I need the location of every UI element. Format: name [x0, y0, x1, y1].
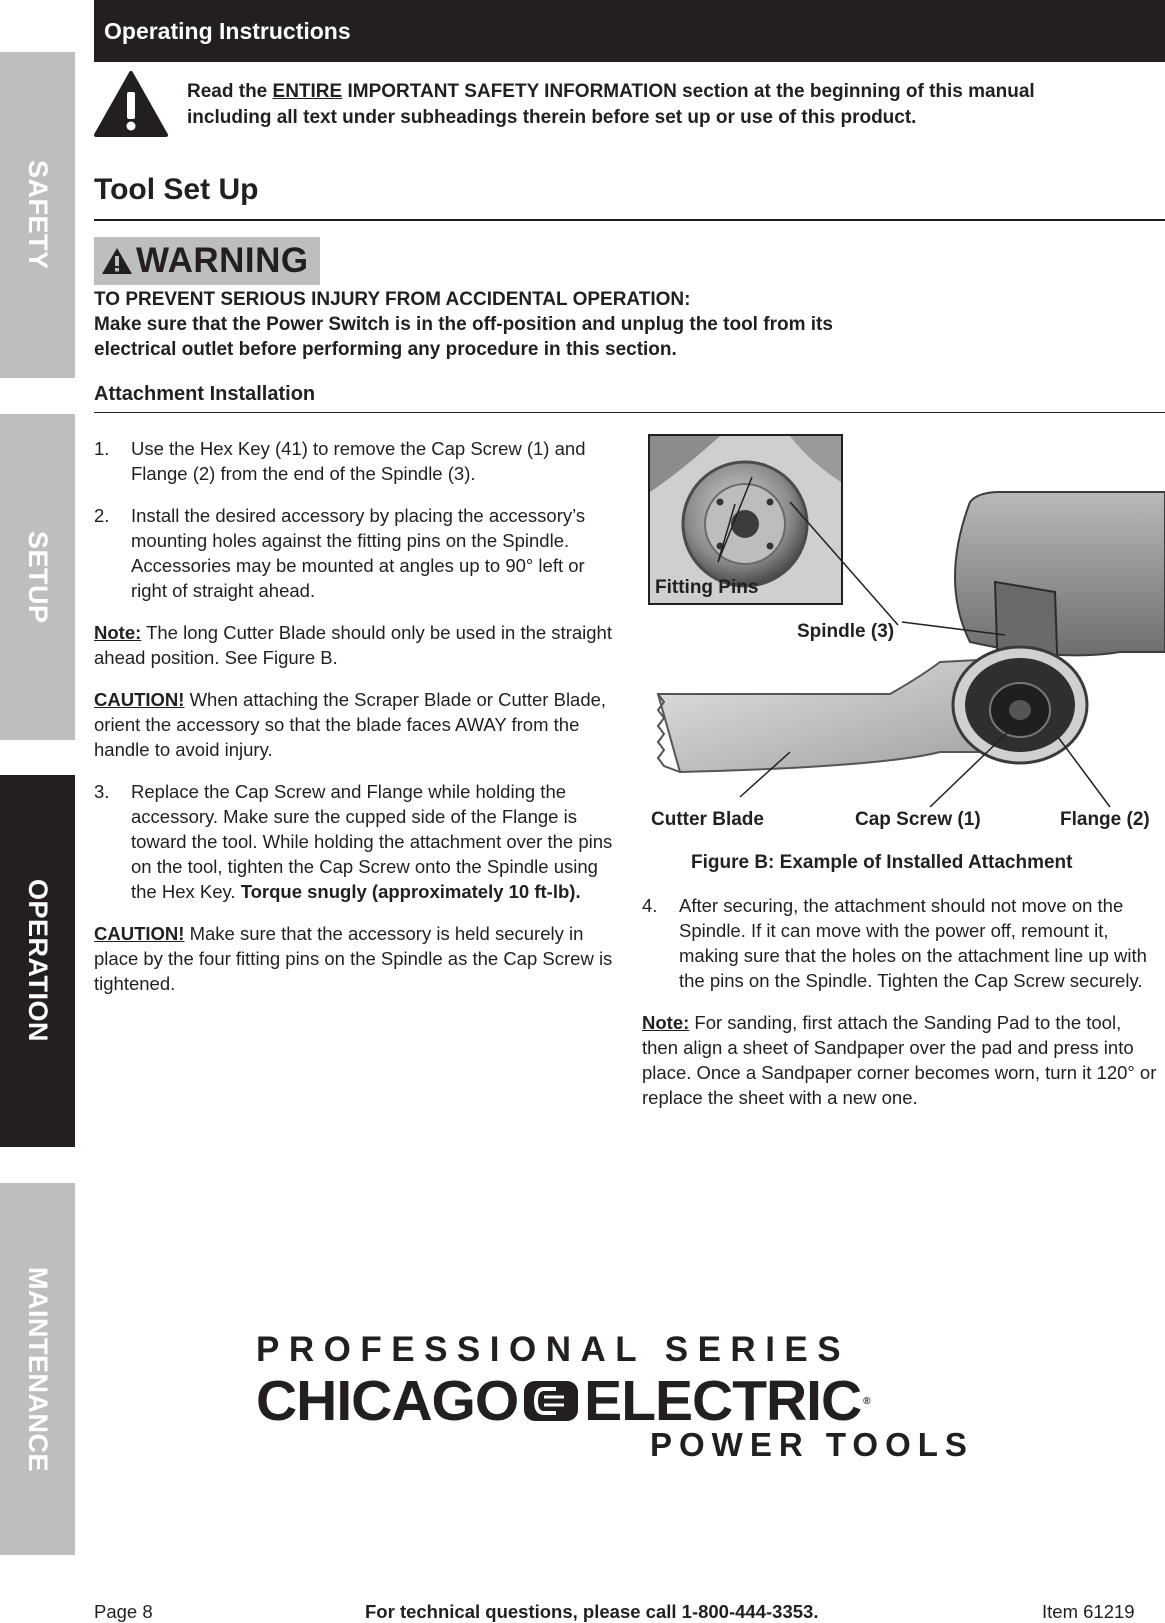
warning-text — [94, 287, 894, 362]
warning-line-2: Make sure that the Power Switch is in the off-position and unplug the tool from its electrical outlet before performing any procedure in this section. — [94, 314, 833, 360]
label-spindle: Spindle (3) — [797, 621, 895, 642]
side-tab-label: MAINTENANCE — [23, 1266, 53, 1472]
label-flange: Flange (2) — [1060, 809, 1150, 830]
safety-notice — [187, 79, 1087, 131]
caution-blade-orientation — [94, 687, 614, 762]
safety-notice-rest: IMPORTANT SAFETY INFORMATION section at the beginning of this manual including all text under subheadings therein before set up or use of this product. — [187, 81, 1035, 128]
header-title: Operating Instructions — [104, 18, 351, 44]
footer-phone: For technical questions, please call 1-800-444-3353. — [365, 1601, 819, 1622]
section-title: Tool Set Up — [94, 173, 259, 206]
subheading: Attachment Installation — [94, 383, 316, 405]
side-tab-safety[interactable] — [0, 52, 75, 378]
step-2 — [94, 503, 614, 603]
step-text: Replace the Cap Screw and Flange while holding the accessory. Make sure the cupped side of the Flange is toward the tool. While holding the attachment over the pins on the tool, tighten the Cap Screw onto the Spindle using the Hex Key. — [131, 781, 613, 902]
caution-text: When attaching the Scraper Blade or Cutter Blade, orient the accessory so that the blade faces AWAY from the handle to avoid injury. — [94, 689, 607, 760]
section-divider — [94, 219, 1165, 221]
step-torque-spec: Torque snugly (approximately 10 ft-lb). — [240, 881, 581, 902]
caution-text: Make sure that the accessory is held securely in place by the four fitting pins on the Spindle as the Cap Screw is tightened. — [94, 923, 613, 994]
chicago-electric-mark-icon — [522, 1377, 580, 1425]
safety-alert-icon — [93, 70, 169, 138]
step-text: After securing, the attachment should not move on the Spindle. If it can move with the power off, remount it, making sure that the holes on the attachment line up with the pins on the Spindle. Tighten the Cap Screw securely. — [679, 895, 1147, 991]
caution-fitting-pins — [94, 921, 614, 996]
note-label: Note: — [642, 1012, 690, 1033]
attachment-illustration — [640, 432, 1165, 827]
note-sanding — [642, 1010, 1162, 1110]
step-4 — [642, 893, 1162, 993]
footer-page: Page 8 — [94, 1601, 153, 1622]
logo-line-1: PROFESSIONAL SERIES — [256, 1330, 851, 1369]
step-number: 3. — [94, 781, 110, 802]
side-tab-setup[interactable] — [0, 414, 75, 740]
warning-icon — [100, 246, 134, 276]
step-1 — [94, 436, 614, 486]
logo-line-3: POWER TOOLS — [650, 1426, 974, 1463]
safety-notice-emphasis: ENTIRE — [272, 81, 343, 102]
note-text: The long Cutter Blade should only be used in the straight ahead position. See Figure B. — [94, 622, 612, 668]
warning-word: WARNING — [136, 241, 309, 280]
figure-caption: Figure B: Example of Installed Attachment — [691, 852, 1073, 873]
instructions-right-column — [642, 893, 1162, 1127]
side-tab-operation[interactable] — [0, 775, 75, 1147]
figure-b — [640, 432, 1165, 830]
safety-notice-prefix: Read the — [187, 81, 273, 102]
logo-electric: ELECTRIC — [584, 1369, 862, 1433]
label-cutter-blade: Cutter Blade — [651, 809, 764, 830]
step-number: 1. — [94, 438, 110, 459]
subheading-divider — [94, 412, 1165, 413]
caution-label: CAUTION! — [94, 689, 185, 710]
step-text: Install the desired accessory by placing the accessory’s mounting holes against the fitting pins on the Spindle. Accessories may be mounted at angles up to 90° left or right of straight ahead. — [131, 505, 586, 601]
registered-mark: ® — [863, 1395, 870, 1407]
side-tab-maintenance[interactable] — [0, 1183, 75, 1555]
logo-chicago: CHICAGO — [256, 1369, 519, 1433]
side-tab-label: OPERATION — [23, 879, 53, 1043]
step-body — [131, 779, 614, 904]
step-number: 2. — [94, 505, 110, 526]
footer-item: Item 61219 — [1042, 1601, 1135, 1622]
warning-badge — [94, 237, 320, 285]
warning-line-1: TO PREVENT SERIOUS INJURY FROM ACCIDENTAL OPERATION: — [94, 289, 691, 310]
brand-logo — [256, 1330, 1001, 1463]
note-text: For sanding, first attach the Sanding Pad to the tool, then align a sheet of Sandpaper over the pad and press into place. Once a Sandpaper corner becomes worn, turn it 120° or replace the sheet with a new one. — [642, 1012, 1157, 1108]
step-text: Use the Hex Key (41) to remove the Cap Screw (1) and Flange (2) from the end of the Spindle (3). — [131, 438, 586, 484]
step-3 — [94, 779, 614, 904]
header-bar — [94, 0, 1165, 62]
step-number: 4. — [642, 895, 658, 916]
label-fitting-pins: Fitting Pins — [655, 577, 759, 598]
instructions-left-column — [94, 436, 614, 1013]
logo-line-2 — [256, 1368, 870, 1434]
side-tab-label: SAFETY — [23, 160, 53, 270]
side-tab-label: SETUP — [23, 530, 53, 624]
note-label: Note: — [94, 622, 142, 643]
note-cutter-blade — [94, 620, 614, 670]
caution-label: CAUTION! — [94, 923, 185, 944]
label-cap-screw: Cap Screw (1) — [855, 809, 981, 830]
